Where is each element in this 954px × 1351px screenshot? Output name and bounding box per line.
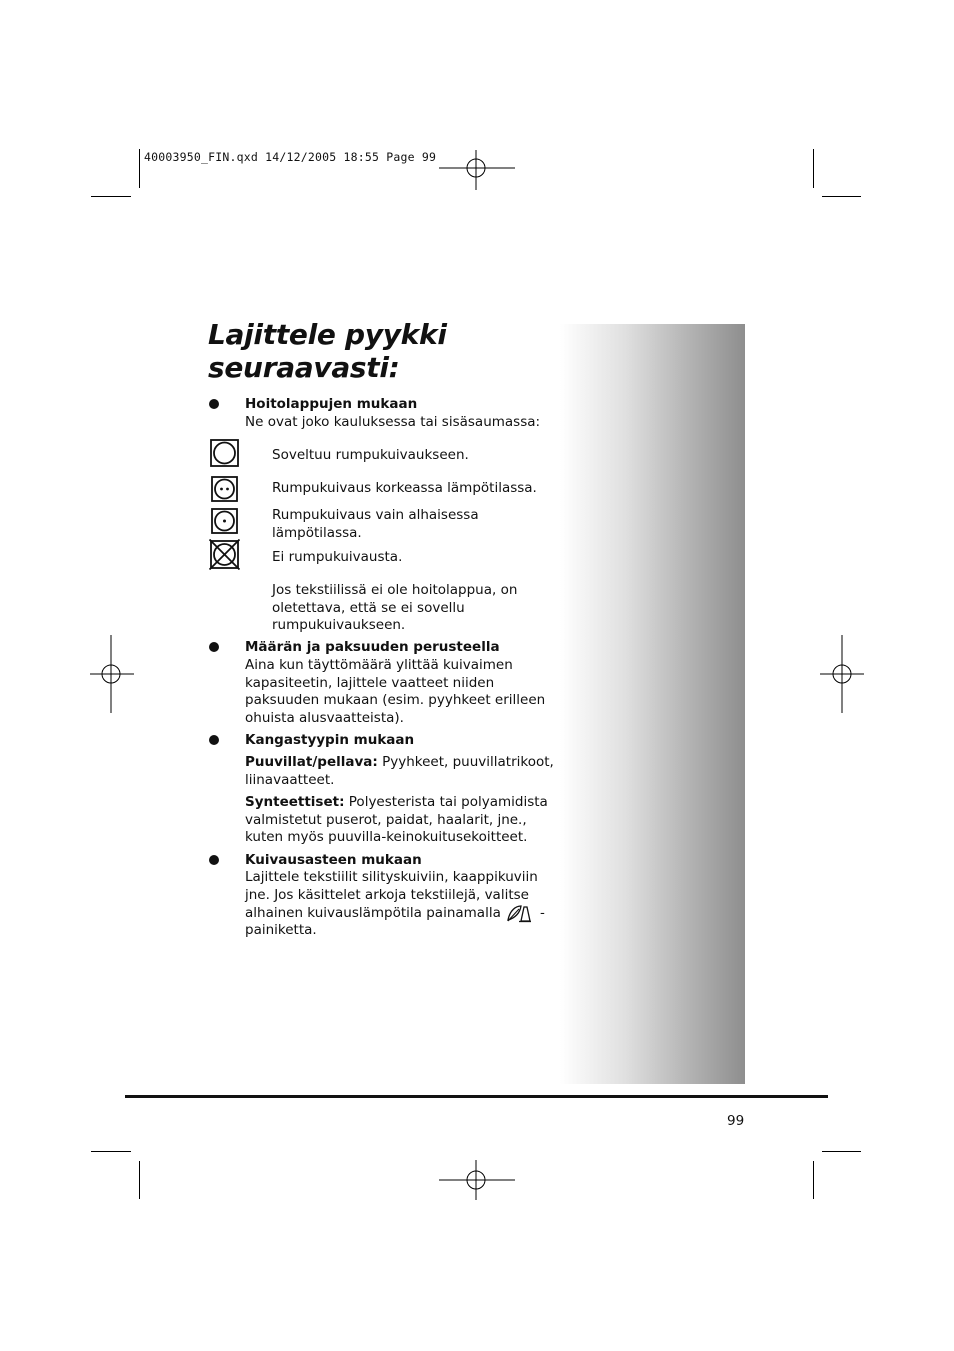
tumble-dry-low-heat-icon	[211, 508, 238, 534]
tumble-dry-high-heat-icon	[211, 476, 238, 502]
bullet-icon	[209, 855, 219, 865]
fabric-cotton-label: Puuvillat/pellava:	[245, 754, 378, 770]
page-number: 99	[727, 1113, 745, 1129]
registration-mark-top-icon	[437, 150, 517, 190]
gradient-side-panel	[560, 324, 745, 1084]
section-intro-care-label: Ne ovat joko kauluksessa tai sisäsaumassa:	[245, 414, 541, 430]
quantity-text-line-4: ohuista alusvaatteista).	[245, 710, 404, 726]
dryness-text-line-1: Lajittele tekstiilit silityskuiviin, kaappikuviin	[245, 869, 538, 885]
care-label-note-line-1: Jos tekstiilissä ei ole hoitolappua, on	[272, 582, 518, 598]
fabric-synthetic-description: Polyesterista tai polyamidista	[344, 794, 548, 810]
print-slug: 40003950_FIN.qxd 14/12/2005 18:55 Page 99	[144, 150, 437, 164]
fabric-cotton-description: Pyyhkeet, puuvillatrikoot,	[377, 754, 554, 770]
page-title-line-2: seuraavasti:	[208, 351, 400, 384]
care-symbol-text-high-heat: Rumpukuivaus korkeassa lämpötilassa.	[272, 480, 537, 496]
fabric-synthetic-line-1	[245, 794, 548, 812]
dryness-text-line-4: painiketta.	[245, 922, 317, 938]
page-title	[208, 318, 447, 384]
bullet-icon	[209, 399, 219, 409]
care-symbol-text-no-tumble-dry: Ei rumpukuivausta.	[272, 549, 403, 565]
registration-mark-right-icon	[820, 635, 864, 715]
bullet-icon	[209, 642, 219, 652]
care-symbol-text-low-heat-line-2: lämpötilassa.	[272, 525, 362, 541]
dryness-text-line-3: alhainen kuivauslämpötila painamalla	[245, 905, 501, 921]
bullet-icon	[209, 735, 219, 745]
care-symbol-text-low-heat-line-1: Rumpukuivaus vain alhaisessa	[272, 507, 479, 523]
fabric-cotton-line-1	[245, 754, 554, 772]
dryness-text-line-3-suffix: -	[540, 905, 545, 921]
dryness-text-line-2: jne. Jos käsittelet arkoja tekstiilejä, valitse	[245, 887, 529, 903]
registration-mark-bottom-icon	[437, 1160, 517, 1200]
tumble-dry-icon	[210, 439, 239, 467]
fabric-synthetic-line-3: kuten myös puuvilla-keinokuitusekoitteet.	[245, 829, 528, 845]
quantity-text-line-3: paksuuden mukaan (esim. pyyhkeet erilleen	[245, 692, 546, 708]
quantity-text-line-1: Aina kun täyttömäärä ylittää kuivaimen	[245, 657, 513, 673]
do-not-tumble-dry-icon	[209, 539, 240, 570]
page-title-line-1: Lajittele pyykki	[208, 318, 447, 351]
care-symbol-text-tumble-dry: Soveltuu rumpukuivaukseen.	[272, 447, 469, 463]
fabric-cotton-line-2: liinavaatteet.	[245, 772, 335, 788]
registration-mark-left-icon	[90, 635, 134, 715]
care-label-note-line-2: oletettava, että se ei sovellu	[272, 600, 465, 616]
fabric-synthetic-label: Synteettiset:	[245, 794, 345, 810]
footer-rule	[125, 1095, 828, 1098]
fabric-synthetic-line-2: valmistetut puserot, paidat, haalarit, jne.,	[245, 812, 527, 828]
section-heading-dryness: Kuivausasteen mukaan	[245, 852, 422, 868]
section-heading-quantity: Määrän ja paksuuden perusteella	[245, 639, 500, 655]
care-label-note-line-3: rumpukuivaukseen.	[272, 617, 406, 633]
section-heading-care-label: Hoitolappujen mukaan	[245, 396, 418, 412]
section-heading-fabric: Kangastyypin mukaan	[245, 732, 415, 748]
quantity-text-line-2: kapasiteetin, lajittele vaatteet niiden	[245, 675, 495, 691]
low-temperature-button-icon	[506, 904, 532, 923]
